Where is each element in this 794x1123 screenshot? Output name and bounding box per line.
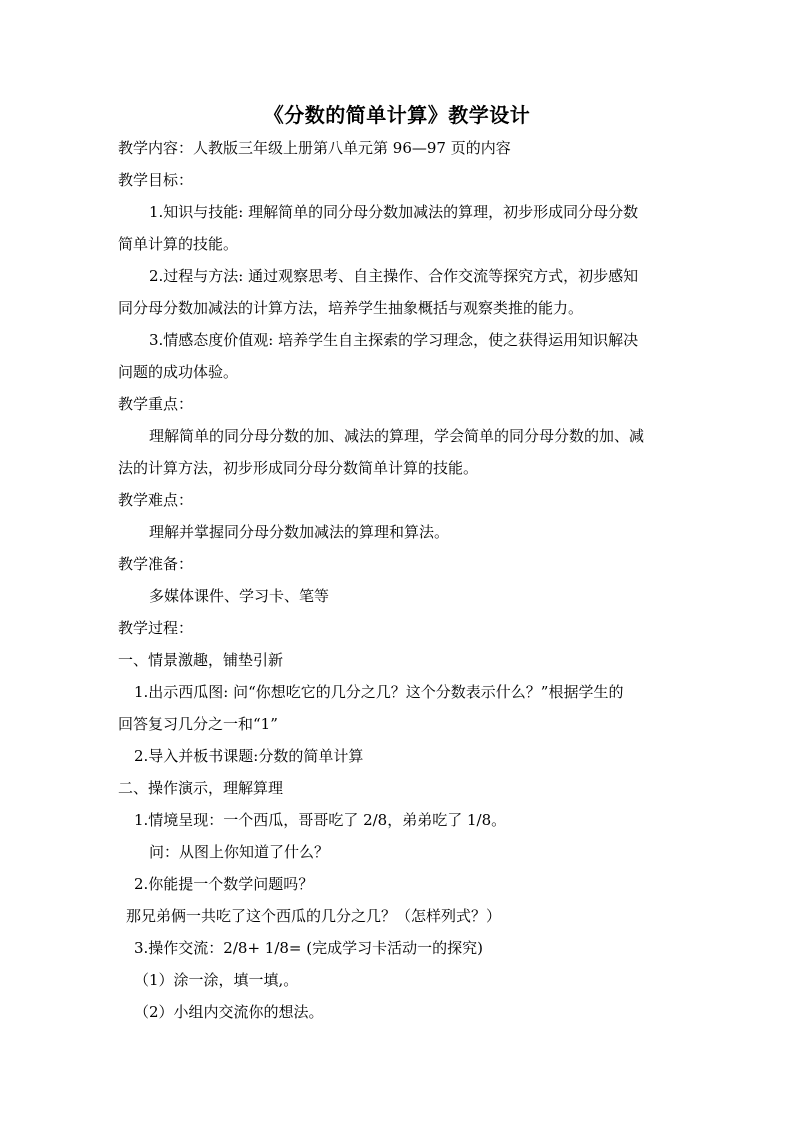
text-line: 3.操作交流：2/8+ 1/8= (完成学习卡活动一的探究) (134, 939, 483, 957)
text-line: 1.情境呈现：一个西瓜，哥哥吃了 2/8，弟弟吃了 1/8。 (134, 811, 507, 829)
text-line: 教学过程： (118, 619, 194, 637)
text-line: （1）涂一涂，填一填,。 (134, 971, 299, 989)
text-line: 1.知识与技能: 理解简单的同分母分数加减法的算理，初步形成同分母分数 (149, 203, 639, 221)
text-line: 理解并掌握同分母分数加减法的算理和算法。 (149, 523, 450, 541)
text-line: 问题的成功体验。 (118, 363, 239, 381)
text-line: 3.情感态度价值观: 培养学生自主探索的学习理念，使之获得运用知识解决 (149, 331, 639, 349)
text-line: 教学重点： (118, 395, 194, 413)
text-line: 教学目标： (118, 171, 194, 189)
text-line: 1.出示西瓜图: 问“你想吃它的几分之几？这个分数表示什么？”根据学生的 (134, 683, 624, 701)
text-line: 一、情景激趣，铺垫引新 (118, 651, 284, 669)
text-line: 教学难点： (118, 491, 194, 509)
text-line: 回答复习几分之一和“1” (118, 715, 278, 733)
text-line: 简单计算的技能。 (118, 235, 239, 253)
text-line: 多媒体课件、学习卡、笔等 (149, 587, 330, 605)
text-line: 2.导入并板书课题:分数的简单计算 (134, 747, 364, 765)
text-line: 2.你能提一个数学问题吗？ (134, 875, 314, 893)
text-line: 问：从图上你知道了什么？ (149, 843, 330, 861)
text-line: 理解简单的同分母分数的加、减法的算理，学会简单的同分母分数的加、减 (149, 427, 645, 445)
text-line: 法的计算方法，初步形成同分母分数简单计算的技能。 (118, 459, 479, 477)
text-line: 教学准备： (118, 555, 194, 573)
document-title: 《分数的简单计算》教学设计 (263, 103, 531, 127)
text-line: 二、操作演示，理解算理 (118, 779, 284, 797)
text-line: （2）小组内交流你的想法。 (134, 1003, 324, 1021)
text-line: 同分母分数加减法的计算方法，培养学生抽象概括与观察类推的能力。 (118, 299, 584, 317)
text-line: 2.过程与方法: 通过观察思考、自主操作、合作交流等探究方式，初步感知 (149, 267, 639, 285)
text-line: 那兄弟俩一共吃了这个西瓜的几分之几？（怎样列式？） (126, 907, 502, 925)
text-line: 教学内容：人教版三年级上册第八单元第 96—97 页的内容 (118, 139, 511, 157)
